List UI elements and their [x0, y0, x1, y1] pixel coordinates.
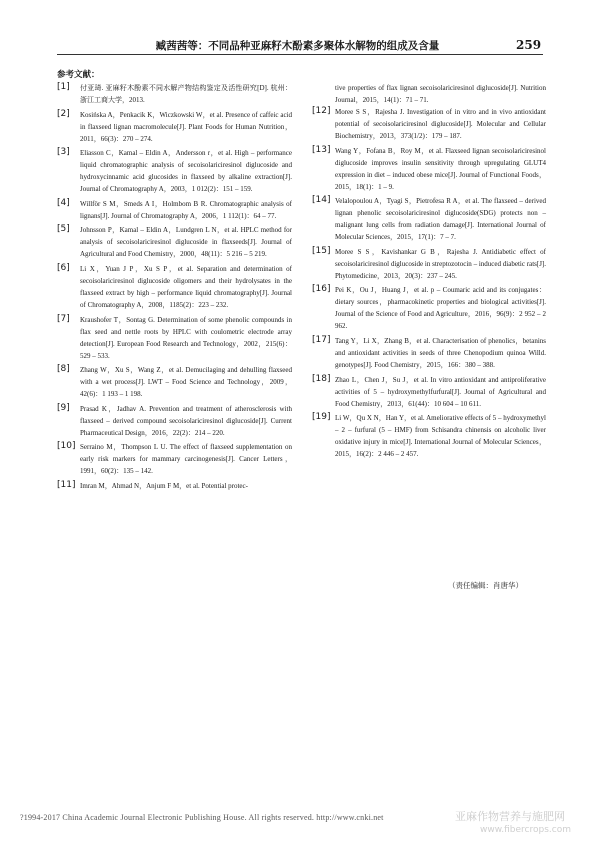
copyright-footer: ?1994-2017 China Academic Journal Electronic Publishing House. All rights reserved. http://www.cnki.net: [20, 813, 384, 822]
reference-text: Serraino M，Thompson L U. The effect of flaxseed supplementation on early risk markers for mammary carcinogenesis[J]. Cancer Letters，1991，60(2)：135 – 142.: [80, 443, 292, 476]
reference-number: [15]: [312, 245, 331, 256]
reference-text: Moree S S，Rajesha J. Investigation of in vitro and in vivo antioxidant potential of secoisolariciresinol diglucoside[J]. Molecular and Cellular Biochemistry，2013，373(1/2)：179 – 187.: [335, 108, 546, 140]
reference-item: [312, 246, 546, 282]
reference-item: [312, 412, 546, 460]
header-rule: [57, 54, 543, 55]
page-number: 259: [516, 38, 542, 52]
reference-number: [11]: [57, 479, 76, 490]
reference-number: [14]: [312, 195, 331, 206]
reference-number: [18]: [312, 373, 331, 384]
references-left-column: [57, 82, 292, 495]
reference-item: [57, 147, 292, 195]
reference-text: Moree S S，Kavishankar G B，Rajesha J. Antidiabetic effect of secoisolariciresinol diglucoside in streptozotocin – induced diabetic rats[J]. Phytomedicine，2013，20(3)：237 – 245.: [335, 247, 546, 280]
reference-text: 付亚琦. 亚麻籽木酚素不同水解产物结构鉴定及活性研究[D]. 杭州：浙江工商大学，2013.: [80, 84, 292, 104]
reference-item: [57, 109, 292, 145]
reference-number: [5]: [57, 224, 70, 235]
reference-number: [17]: [312, 334, 331, 345]
reference-number: [2]: [57, 108, 70, 119]
reference-number: [12]: [312, 106, 331, 116]
reference-item: [312, 374, 546, 410]
reference-text: Pei K，Ou J，Huang J，et al. p – Coumaric acid and its conjugates：dietary sources，pharmacokinetic properties and biological activities[J]. Journal of the Science of Food and Agriculture，2016，96(9)：2 952 – 2 962.: [335, 286, 546, 331]
reference-item: [57, 364, 292, 400]
reference-text: Zhang W，Xu S，Wang Z，et al. Demucilaging and dehulling flaxseed with a wet process[J]. LWT – Food Science and Technology，2009，42(6)：1 193 – 1 198.: [80, 366, 292, 399]
reference-item: [57, 82, 292, 106]
reference-item: [57, 263, 292, 311]
reference-item: [312, 106, 546, 142]
reference-number: [8]: [57, 364, 70, 375]
reference-number: [10]: [57, 441, 76, 452]
reference-item: [312, 335, 546, 371]
reference-number: [4]: [57, 197, 70, 208]
reference-text: Eliasson C，Kamal – Eldin A，Andersson r，et al. High – performance liquid chromatographic analysis of secoisolariciresinol diglucoside and hydroxycinnamic acid glucosides in flaxseed by alkaline extraction[J]. Journal of Chromatography A，2003，1 012(2)：151 – 159.: [80, 149, 292, 194]
reference-item: [57, 224, 292, 260]
reference-number: [13]: [312, 144, 331, 155]
reference-number: [6]: [57, 262, 70, 273]
reference-text: Kraushofer T，Sontag G. Determination of some phenolic compounds in flax seed and nettle roots by HPLC with coulometric electrode array detection[J]. European Food Research and Technology，2002，215(6)：529 – 533.: [80, 315, 292, 360]
reference-item: [312, 195, 546, 243]
reference-text: Willför S M，Smeds A I，Holmbom B R. Chromatographic analysis of lignans[J]. Journal of Chromatography A，2006，1 112(1)：64 – 77.: [80, 199, 292, 220]
reference-item: [57, 441, 292, 477]
running-header-title: 臧茜茜等：不同品种亚麻籽木酚素多聚体水解物的组成及含量: [155, 40, 440, 52]
watermark-text: 亚麻作物营养与施肥网: [455, 810, 565, 823]
reference-item: [57, 198, 292, 222]
reference-item: [57, 403, 292, 439]
reference-text: Johnsson P，Kamal – Eldin A，Lundgren L N，et al. HPLC method for analysis of secoisolariciresinol diglucoside in flaxseeds[J]. Journal of Agricultural and Food Chemistry，2000，48(11)：5 216 – 5 219.: [80, 226, 292, 259]
reference-text: Wang Y，Fofana B，Roy M，et al. Flaxseed lignan secoisolariciresinol diglucoside improves insulin sensitivity through upregulating GLUT4 expression in diet – induced obese mice[J]. Journal of Functional Foods，2015，18(1)：1 – 9.: [335, 146, 546, 191]
reference-text: Li X，Yuan J P，Xu S P，et al. Separation and determination of secoisolariciresinol diglucoside oligomers and their hydrolysates in the flaxseed extract by high – performance liquid chromatography[J]. Journal of Chromatography A，2008，1185(2)：223 – 232.: [80, 264, 292, 309]
reference-item: [312, 145, 546, 193]
reference-text: Velalopoulou A，Tyagi S，Pietrofesa R A，et al. The flaxseed – derived lignan phenolic secoisolariciresinol diglucoside(SDG) protects non – malignant lung cells from radiation damage[J]. International Journal of Molecular Sciences，2015，17(1)：7 – 7.: [335, 197, 546, 242]
reference-text: Kosińska A，Penkacik K，Wiczkowski W，et al. Presence of caffeic acid in flaxseed lignan macromolecule[J]. Plant Foods for Human Nutrition，2011，66(3)：270 – 274.: [80, 110, 292, 143]
reference-number: [7]: [57, 313, 70, 324]
reference-number: [19]: [312, 412, 331, 423]
responsible-editor: （责任编辑：肖唐华）: [448, 581, 523, 590]
reference-text: Li W，Qu X N，Han Y，et al. Ameliorative effects of 5 – hydroxymethyl – 2 – furfural (5 – HMF) from Schisandra chinensis on alcoholic liver oxidative injury in mice[J]. International Journal of Molecular Sciences，2015，16(2)：2 446 – 2 457.: [335, 414, 546, 459]
reference-number: [16]: [312, 284, 331, 295]
reference-continuation: tive properties of flax lignan secoisolariciresinol diglucoside[J]. Nutrition Journal，2015，14(1)：71 – 71.: [335, 84, 546, 104]
reference-text: Tang Y，Li X，Zhang B，et al. Characterisation of phenolics，betanins and antioxidant activities in seeds of three Chenopodium quinoa Willd. genotypes[J]. Food Chemistry，2015，166：380 – 388.: [335, 336, 546, 369]
reference-number: [1]: [57, 82, 70, 92]
watermark-url: www.fibercrops.com: [480, 825, 571, 835]
reference-number: [3]: [57, 147, 70, 158]
references-right-column: [312, 82, 546, 463]
references-heading: 参考文献：: [57, 70, 100, 80]
reference-text: Imran M，Ahmad N，Anjum F M，et al. Potential protec-: [80, 481, 248, 490]
reference-item: [312, 284, 546, 332]
reference-text: Prasad K，Jadhav A. Prevention and treatment of atherosclerosis with flaxseed – derived compound secoisolariciresinol diglucoside[J]. Current Pharmaceutical Design，2016，22(2)：214 – 220.: [80, 404, 292, 437]
reference-text: Zhao L，Chen J，Su J，et al. In vitro antioxidant and antiproliferative activities of 5 – hydroxymethylfurfural[J]. Journal of Agricultural and Food Chemistry，2013，61(44)：10 604 – 10 611.: [335, 375, 546, 408]
reference-item: [57, 480, 292, 492]
reference-number: [9]: [57, 402, 70, 413]
reference-item: [57, 314, 292, 362]
